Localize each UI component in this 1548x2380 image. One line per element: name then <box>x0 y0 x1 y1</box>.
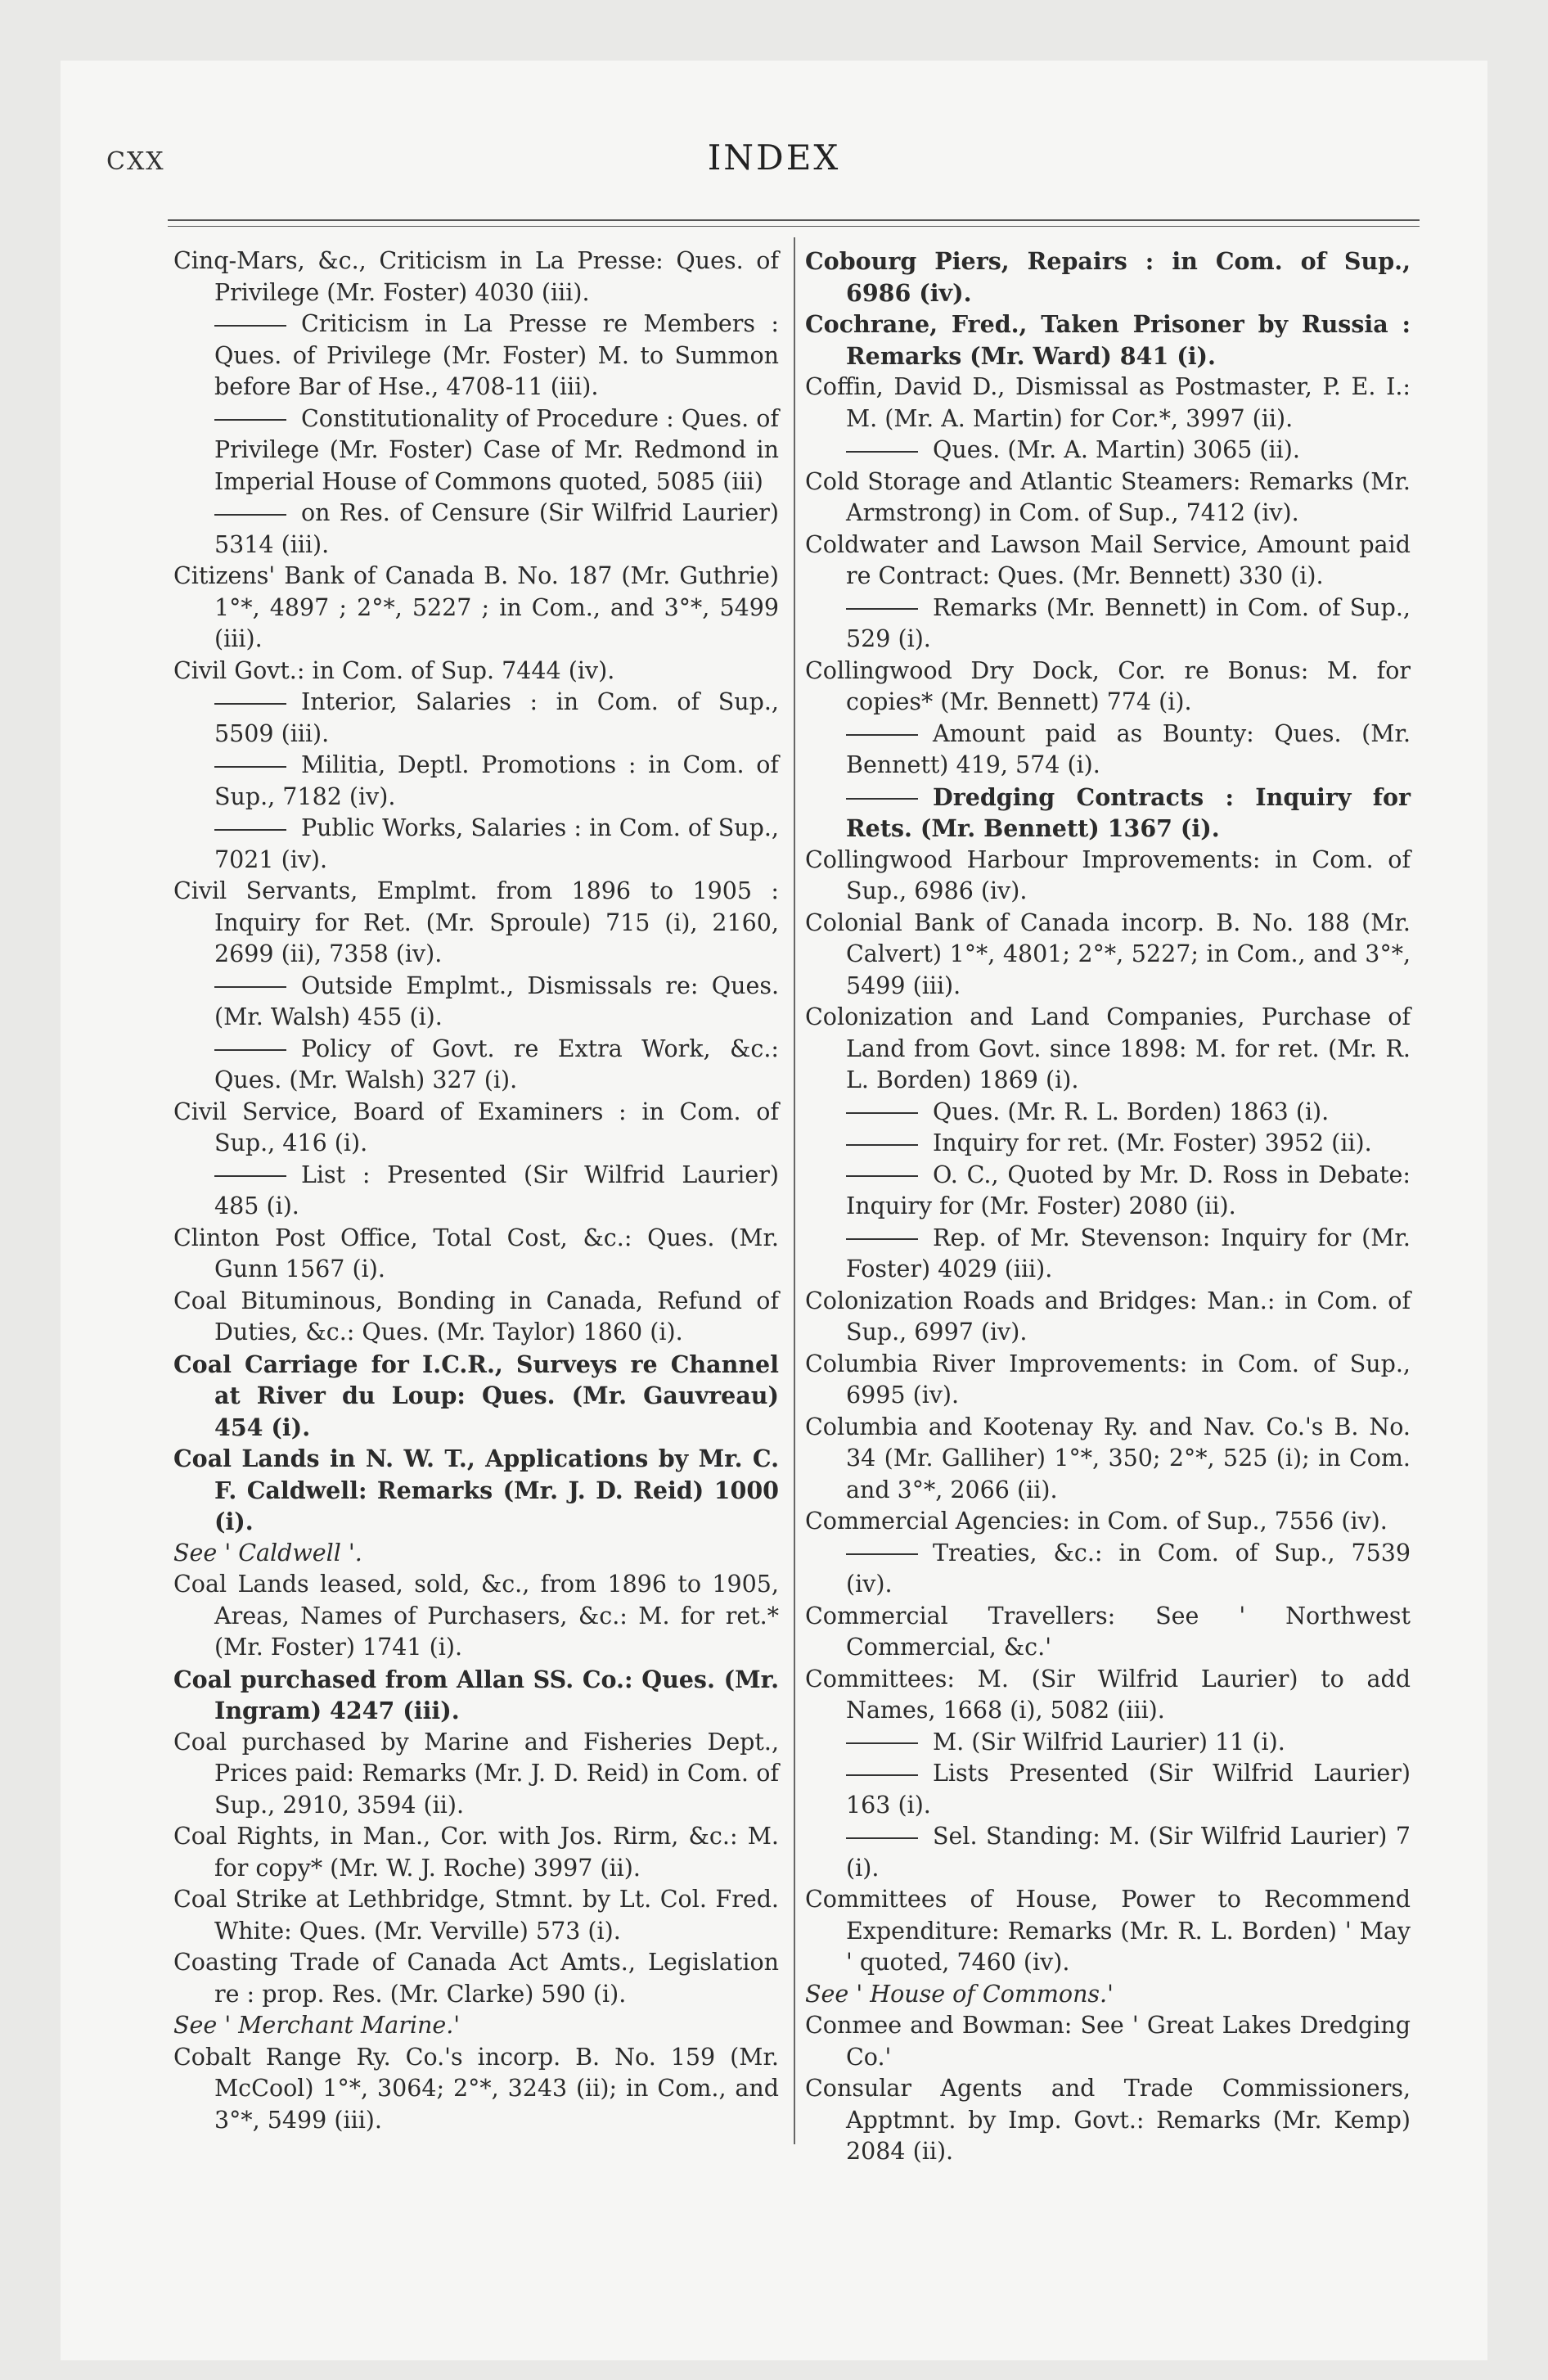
entry-text: Citizens' Bank of Canada B. No. 187 (Mr. Guthrie) 1°*, 4897 ; 2°*, 5227 ; in Com., and 3°*, 5499 (iii). <box>173 562 779 652</box>
ditto-dash <box>846 1238 918 1240</box>
entry-text: Militia, Deptl. Promotions : in Com. of Sup., 7182 (iv). <box>214 751 779 810</box>
ditto-dash <box>846 1144 918 1146</box>
entry-text: Sel. Standing: M. (Sir Wilfrid Laurier) 7 (i). <box>846 1823 1411 1882</box>
index-subentry <box>173 403 779 498</box>
entry-text: on Res. of Censure (Sir Wilfrid Laurier) 5314 (iii). <box>214 499 779 558</box>
ditto-dash <box>846 734 918 736</box>
index-entry <box>173 1664 779 1727</box>
entry-text: Interior, Salaries : in Com. of Sup., 5509 (iii). <box>214 688 779 747</box>
index-entry <box>173 1821 779 1884</box>
index-entry <box>805 1601 1411 1664</box>
ditto-dash <box>214 325 286 327</box>
entry-text: Colonial Bank of Canada incorp. B. No. 188 (Mr. Calvert) 1°*, 4801; 2°*, 5227; in Com., and 3°*, 5499 (iii). <box>805 908 1411 999</box>
ditto-dash <box>214 703 286 705</box>
entry-text: Commercial Agencies: in Com. of Sup., 7556 (iv). <box>805 1508 1388 1535</box>
ditto-dash <box>214 514 286 516</box>
ditto-dash <box>846 451 918 453</box>
index-entry <box>805 1664 1411 1727</box>
ditto-dash <box>846 1553 918 1555</box>
entry-text: Amount paid as Bounty: Ques. (Mr. Bennett) 419, 574 (i). <box>846 719 1411 778</box>
index-entry <box>805 246 1411 309</box>
index-entry <box>805 2010 1411 2073</box>
entry-text: Coal Strike at Lethbridge, Stmnt. by Lt. Col. Fred. White: Ques. (Mr. Verville) 573 (i). <box>173 1886 779 1945</box>
ditto-dash <box>214 1175 286 1177</box>
index-entry <box>805 1979 1411 2011</box>
entry-text: Committees of House, Power to Recommend Expenditure: Remarks (Mr. R. L. Borden) ' May ' quoted, 7460 (iv). <box>805 1886 1411 1976</box>
entry-text: Coal Bituminous, Bonding in Canada, Refund of Duties, &c.: Ques. (Mr. Taylor) 1860 (i). <box>173 1287 779 1346</box>
entry-text: Public Works, Salaries : in Com. of Sup., 7021 (iv). <box>214 814 779 873</box>
ditto-dash <box>214 419 286 421</box>
entry-text: Criticism in La Presse re Members : Ques. of Privilege (Mr. Foster) M. to Summon before Bar of Hse., 4708-11 (iii). <box>214 310 779 400</box>
entry-text: Coal purchased from Allan SS. Co.: Ques. (Mr. Ingram) 4247 (iii). <box>173 1665 779 1724</box>
entry-text: Coffin, David D., Dismissal as Postmaster, P. E. I.: M. (Mr. A. Martin) for Cor.*, 3997 (ii). <box>805 373 1411 432</box>
index-entry <box>173 2010 779 2042</box>
entry-text: Colonization and Land Companies, Purchase of Land from Govt. since 1898: M. for ret. (Mr. R. L. Borden) 1869 (i). <box>805 1003 1411 1093</box>
entry-text: Cobourg Piers, Repairs : in Com. of Sup., 6986 (iv). <box>805 247 1411 307</box>
index-subentry <box>805 1223 1411 1286</box>
entry-text: Ques. (Mr. R. L. Borden) 1863 (i). <box>933 1098 1330 1125</box>
index-subentry <box>173 498 779 561</box>
ditto-dash <box>846 1837 918 1839</box>
entry-text: Rep. of Mr. Stevenson: Inquiry for (Mr. Foster) 4029 (iii). <box>846 1224 1411 1282</box>
index-entry <box>805 1506 1411 1538</box>
index-subentry <box>805 719 1411 782</box>
entry-text: Policy of Govt. re Extra Work, &c.: Ques. (Mr. Walsh) 327 (i). <box>214 1034 779 1093</box>
index-subentry <box>805 1128 1411 1160</box>
entry-text: Clinton Post Office, Total Cost, &c.: Ques. (Mr. Gunn 1567 (i). <box>173 1224 779 1282</box>
index-entry <box>173 1884 779 1947</box>
entry-text: Cinq-Mars, &c., Criticism in La Presse: Ques. of Privilege (Mr. Foster) 4030 (iii). <box>173 247 779 306</box>
entry-text: Coasting Trade of Canada Act Amts., Legislation re : prop. Res. (Mr. Clarke) 590 (i). <box>173 1949 779 2008</box>
index-entry <box>173 1538 779 1570</box>
index-entry <box>173 246 779 309</box>
index-entry <box>805 845 1411 908</box>
index-subentry <box>173 309 779 403</box>
index-entry <box>805 1349 1411 1412</box>
ditto-dash <box>846 1774 918 1776</box>
entry-text: Coal purchased by Marine and Fisheries Dept., Prices paid: Remarks (Mr. J. D. Reid) in Com. of Sup., 2910, 3594 (ii). <box>173 1728 779 1819</box>
ditto-dash <box>846 1742 918 1744</box>
entry-text: Conmee and Bowman: See ' Great Lakes Dredging Co.' <box>805 2012 1411 2071</box>
ditto-dash <box>846 1112 918 1114</box>
index-subentry <box>805 1538 1411 1601</box>
left-column <box>173 246 779 2136</box>
index-entry <box>173 1727 779 1822</box>
entry-text: O. C., Quoted by Mr. D. Ross in Debate: Inquiry for (Mr. Foster) 2080 (ii). <box>846 1161 1411 1219</box>
entry-text: Coal Rights, in Man., Cor. with Jos. Rirm, &c.: M. for copy* (Mr. W. J. Roche) 3997 (ii). <box>173 1823 779 1882</box>
index-entry <box>805 309 1411 372</box>
index-entry <box>805 908 1411 1003</box>
entry-text: Collingwood Harbour Improvements: in Com. of Sup., 6986 (iv). <box>805 845 1411 904</box>
entry-text: Remarks (Mr. Bennett) in Com. of Sup., 529 (i). <box>846 593 1411 652</box>
ditto-dash <box>214 829 286 831</box>
index-entry <box>173 1569 779 1664</box>
index-entry <box>805 372 1411 435</box>
ditto-dash <box>214 986 286 988</box>
index-subentry <box>805 593 1411 656</box>
index-subentry <box>805 1758 1411 1821</box>
entry-text: Outside Emplmt., Dismissals re: Ques. (Mr. Walsh) 455 (i). <box>214 971 779 1030</box>
index-entry <box>805 2073 1411 2168</box>
entry-text: Constitutionality of Procedure : Ques. of Privilege (Mr. Foster) Case of Mr. Redmond in Imperial House of Commons quoted, 5085 (iii) <box>214 404 779 495</box>
entry-text: Coal Lands in N. W. T., Applications by Mr. C. F. Caldwell: Remarks (Mr. J. D. Reid) 1000 (i). <box>173 1445 779 1535</box>
column-divider <box>794 237 795 2144</box>
entry-text: Consular Agents and Trade Commissioners, Apptmnt. by Imp. Govt.: Remarks (Mr. Kemp) 2084 (ii). <box>805 2075 1411 2165</box>
index-entry <box>173 1349 779 1444</box>
index-subentry <box>173 1034 779 1097</box>
entry-text: Treaties, &c.: in Com. of Sup., 7539 (iv). <box>846 1539 1411 1598</box>
index-subentry <box>805 435 1411 467</box>
index-entry <box>173 1286 779 1349</box>
index-entry <box>805 656 1411 719</box>
index-entry <box>805 1884 1411 1979</box>
entry-text: Commercial Travellers: See ' Northwest Commercial, &c.' <box>805 1602 1411 1661</box>
index-subentry <box>173 750 779 813</box>
entry-text: Dredging Contracts : Inquiry for Rets. (Mr. Bennett) 1367 (i). <box>846 782 1411 842</box>
entry-text: See ' House of Commons.' <box>805 1980 1114 2008</box>
entry-text: See ' Merchant Marine.' <box>173 2012 461 2039</box>
entry-text: List : Presented (Sir Wilfrid Laurier) 485 (i). <box>214 1161 779 1219</box>
entry-text: Ques. (Mr. A. Martin) 3065 (ii). <box>933 436 1300 463</box>
entry-text: M. (Sir Wilfrid Laurier) 11 (i). <box>933 1728 1285 1756</box>
index-entry <box>805 467 1411 530</box>
entry-text: Cobalt Range Ry. Co.'s incorp. B. No. 159 (Mr. McCool) 1°*, 3064; 2°*, 3243 (ii); in Com., and 3°*, 5499 (iii). <box>173 2043 779 2134</box>
entry-text: See ' Caldwell '. <box>173 1539 362 1566</box>
index-entry <box>173 1097 779 1160</box>
index-subentry <box>805 1097 1411 1129</box>
entry-text: Civil Servants, Emplmt. from 1896 to 1905 : Inquiry for Ret. (Mr. Sproule) 715 (i), 2160, 2699 (ii), 7358 (iv). <box>173 877 779 967</box>
index-entry <box>805 1412 1411 1507</box>
entry-text: Coal Carriage for I.C.R., Surveys re Channel at River du Loup: Ques. (Mr. Gauvreau) 454 (i). <box>173 1350 779 1441</box>
index-entry <box>173 656 779 687</box>
index-subentry <box>805 1727 1411 1759</box>
page-number: CXX <box>106 147 165 176</box>
entry-text: Civil Govt.: in Com. of Sup. 7444 (iv). <box>173 656 615 684</box>
index-subentry <box>173 971 779 1034</box>
page-title: INDEX <box>707 137 841 178</box>
index-entry <box>173 1947 779 2010</box>
entry-text: Cochrane, Fred., Taken Prisoner by Russia : Remarks (Mr. Ward) 841 (i). <box>805 310 1411 370</box>
index-entry <box>173 561 779 656</box>
entry-text: Cold Storage and Atlantic Steamers: Remarks (Mr. Armstrong) in Com. of Sup., 7412 (iv). <box>805 467 1411 526</box>
header-rule <box>168 219 1420 221</box>
entry-text: Civil Service, Board of Examiners : in Com. of Sup., 416 (i). <box>173 1098 779 1156</box>
entry-text: Columbia River Improvements: in Com. of Sup., 6995 (iv). <box>805 1350 1411 1409</box>
index-subentry <box>173 813 779 876</box>
index-entry <box>805 1002 1411 1097</box>
index-subentry <box>805 782 1411 845</box>
index-subentry <box>805 1821 1411 1884</box>
entry-text: Committees: M. (Sir Wilfrid Laurier) to add Names, 1668 (i), 5082 (iii). <box>805 1665 1411 1724</box>
entry-text: Columbia and Kootenay Ry. and Nav. Co.'s B. No. 34 (Mr. Galliher) 1°*, 350; 2°*, 525 (i); in Com. and 3°*, 2066 (ii). <box>805 1413 1411 1503</box>
entry-text: Colonization Roads and Bridges: Man.: in Com. of Sup., 6997 (iv). <box>805 1287 1411 1346</box>
index-subentry <box>805 1160 1411 1223</box>
entry-text: Inquiry for ret. (Mr. Foster) 3952 (ii). <box>933 1129 1372 1156</box>
ditto-dash <box>846 798 918 800</box>
entry-text: Coal Lands leased, sold, &c., from 1896 to 1905, Areas, Names of Purchasers, &c.: M. for ret.* (Mr. Foster) 1741 (i). <box>173 1571 779 1661</box>
right-column <box>805 246 1411 2168</box>
entry-text: Coldwater and Lawson Mail Service, Amount paid re Contract: Ques. (Mr. Bennett) 330 (i). <box>805 530 1411 589</box>
index-entry <box>173 2042 779 2137</box>
ditto-dash <box>214 766 286 768</box>
index-entry <box>805 530 1411 593</box>
ditto-dash <box>846 1175 918 1177</box>
index-entry <box>173 1223 779 1286</box>
index-entry <box>173 1443 779 1538</box>
entry-text: Collingwood Dry Dock, Cor. re Bonus: M. for copies* (Mr. Bennett) 774 (i). <box>805 656 1411 715</box>
entry-text: Lists Presented (Sir Wilfrid Laurier) 163 (i). <box>846 1760 1411 1819</box>
index-entry <box>805 1286 1411 1349</box>
index-entry <box>173 876 779 971</box>
ditto-dash <box>846 608 918 610</box>
header-rule-thin <box>168 226 1420 227</box>
ditto-dash <box>214 1049 286 1051</box>
index-subentry <box>173 687 779 750</box>
index-subentry <box>173 1160 779 1223</box>
